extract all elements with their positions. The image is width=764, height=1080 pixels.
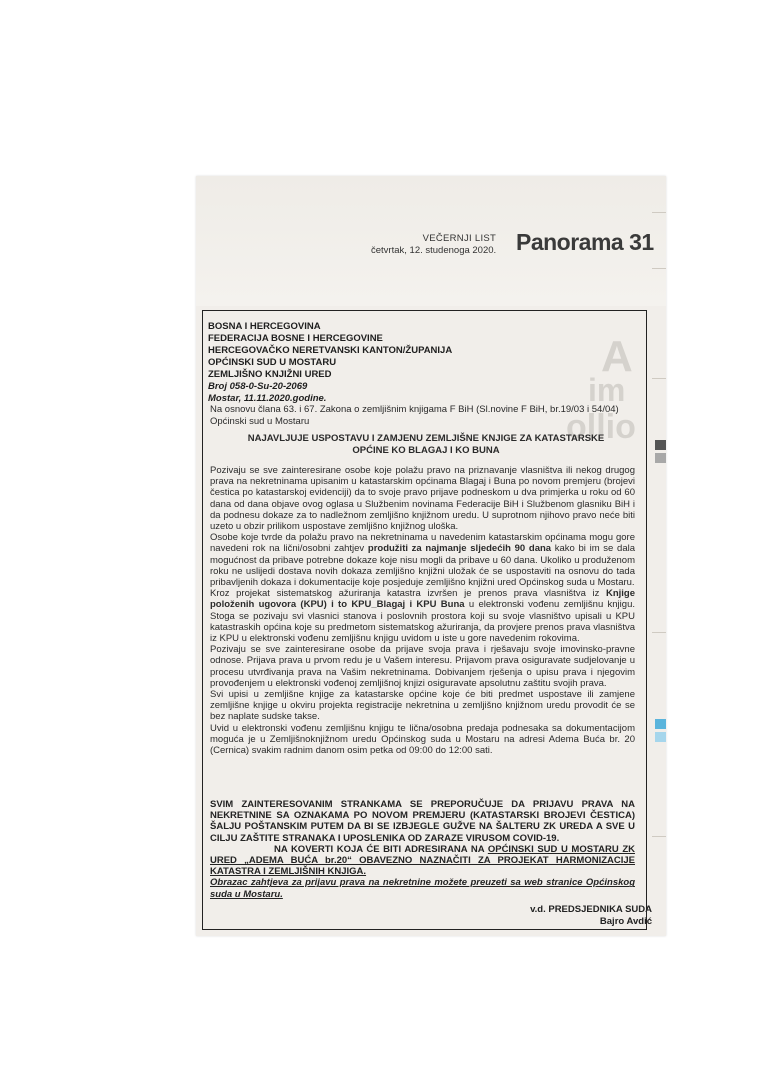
court-line: HERCEGOVAČKO NERETVANSKI KANTON/ŽUPANIJA (208, 345, 453, 356)
section-title (516, 229, 654, 256)
signature-name: Bajro Avdić (599, 916, 652, 927)
registration-mark-blue (655, 719, 666, 729)
torn-edge-mark (652, 836, 666, 837)
court-line: OPĆINSKI SUD U MOSTARU (208, 357, 337, 368)
section-name: Panorama (516, 229, 624, 255)
registration-mark-light-blue (655, 732, 666, 742)
paragraph (210, 588, 635, 644)
court-line: FEDERACIJA BOSNE I HERCEGOVINE (208, 333, 383, 344)
legal-basis: Na osnovu člana 63. i 67. Zakona o zemljišnim knjigama F BiH (Sl.novine F BiH, br.19/03 i 54/04) Općinski sud u Mostaru (210, 404, 619, 427)
signature-block (530, 904, 652, 928)
paragraph-text: u elektronski vođenu zemljišnu knjigu. Stoga se pozivaju svi vlasnici stanova i poslovnih prostora koji su svoje vlasništvo upisali u KPU katastraskih općina koje su predmetom sistematskog ažuriranja, da provjere prenos prava vlasništva iz KPU u elektronski vođenu zemljišnu knjigu uvidom u iste u gore navedenim rokovima. (210, 599, 635, 645)
issue-date: četvrtak, 12. studenoga 2020. (371, 245, 497, 256)
show-through-ghost-a: A (601, 332, 633, 381)
masthead (371, 233, 496, 257)
paragraph-emphasis: Knjige položenih ugovora (KPU) i to KPU_Blagaj i KPU Buna (210, 588, 635, 611)
paragraph-emphasis: produžiti za najmanje sljedećih 90 dana (367, 543, 552, 555)
torn-edge-mark (652, 268, 666, 269)
case-number: Broj 058-0-Su-20-2069 (208, 381, 308, 392)
registration-mark-grey (655, 453, 666, 463)
court-line: BOSNA I HERCEGOVINA (208, 321, 321, 332)
paragraph-text: Kroz projekat sistematskog ažuriranja katastra izvršen je prenos prava vlasništva iz (210, 588, 606, 600)
newspaper-name: VEČERNJI LIST (422, 233, 497, 244)
paragraph: Pozivaju se sve zainteresirane osobe koje polažu pravo na priznavanje vlasništva ili nekog drugog prava na nekretninama upisanim u katastarskim općinama Blagaj i Buna po novom premjeru (brojevi čestica po katastarskoj evidenciji) da to svoje pravo prijave podneskom u dva primjerka u roku od 60 dana od dana objave ovog oglasa u Službenim novinama Federacije BiH i Službenom glasniku BiH i da podnesu dokaze za to nadležnom zemljišno knjižnom uredu. U suprotnom njihovo pravo neće biti uzeto u obzir prilikom uspostave zemljišno knjižnog uloška. (210, 465, 635, 533)
place-date: Mostar, 11.11.2020.godine. (208, 393, 327, 404)
show-through-ghost-b: im (588, 372, 626, 408)
notice-envelope (210, 844, 635, 878)
notice-main: SVIM ZAINTERESOVANIM STRANKAMA SE PREPORUČUJE DA PRIJAVU PRAVA NA NEKRETNINE SA OZNAKAMA PO NOVOM PREMJERU (KATASTARSKI BROJEVI ČESTICA) ŠALJU POŠTANSKIM PUTEM DA BI SE IZBJEGLE GUŽVE NA ŠALTERU ZK UREDA A SVE U CILJU ZAŠTITE STRANAKA I UPOSLENIKA OD ZARAZE VIRUSOM COVID-19. (210, 799, 635, 844)
covid-notice (210, 799, 635, 900)
torn-edge-mark (652, 212, 666, 213)
notice-address: OPĆINSKI SUD U MOSTARU ZK URED „ADEMA BUĆA br.20“ OBAVEZNO NAZNAČITI ZA PROJEKAT HARMONIZACIJE KATASTRA I ZEMLJIŠNIH KNJIGA. (210, 843, 635, 878)
announcement-heading: NAJAVLJUJE USPOSTAVU I ZAMJENU ZEMLJIŠNE KNJIGE ZA KATASTARSKE OPĆINE KO BLAGAJ I KO BUNA (247, 433, 605, 456)
paragraph-text: Osobe koje tvrde da polažu pravo na nekretninama u navedenim katastarskim općinama mogu gore navedeni rok na lični/osobni zahtjev (210, 532, 635, 555)
paragraph-text: kako bi im se dala mogućnost da pribave potrebne dokaze koje nisu mogli da pribave u 60 dana. Ukoliko u produženom roku ne uslijedi dostava novih dokaza zemljišno knjižni uložak će se uspostaviti na osnovu do tada pribavljenih dokaza i dokumentacije koje posjeduje zemljišno knjižni ured Općinskog suda u Mostaru. (210, 543, 635, 589)
paragraph: Pozivaju se sve zainteresirane osobe da prijave svoja prava i rješavaju svoje imovinsko-pravne odnose. Prijava prava u prvom redu je u Vašem interesu. Prijavom prava osiguravate sudjelovanje u procesu utvrđivanja prava na Vašim nekretninama. Dobivanjem rješenja o upisu prava i njegovim provođenjem u elektronski vođenoj zemljišnoj knjizi osiguravate apsolutnu zaštitu svojih prava. (210, 644, 635, 689)
court-line: ZEMLJIŠNO KNJIŽNI URED (208, 369, 332, 380)
show-through-ghost-c: ollio (566, 408, 636, 446)
paragraph (210, 532, 635, 588)
registration-mark-dark (655, 440, 666, 450)
torn-edge-mark (652, 378, 666, 379)
signature-title: v.d. PREDSJEDNIKA SUDA (530, 904, 652, 915)
notice-form: Obrazac zahtjeva za prijavu prava na nekretnine možete preuzeti sa web stranice Općinskog suda u Mostaru. (210, 877, 635, 900)
page-number: 31 (629, 229, 654, 255)
court-header (208, 321, 508, 405)
notice-text: NA KOVERTI KOJA ĆE BITI ADRESIRANA NA (274, 843, 488, 855)
paragraph: Uvid u elektronski vođenu zemljišnu knjigu te lična/osobna predaja podnesaka sa dokumentacijom moguća je u Zemljišnoknjižnom uredu Općinskog suda u Mostaru na adresi Adema Buća br. 20 (Cernica) svakim radnim danom osim petka od 09:00 do 12:00 sati. (210, 722, 635, 757)
torn-edge-mark (652, 632, 666, 633)
newspaper-clipping (196, 176, 666, 936)
paragraph: Svi upisi u zemljišne knjige za katastarske općine koje će biti predmet uspostave ili zamjene zemljišne knjige u okviru projekta registracije nekretnina u zemljišno knjižnom uredu provodit će se bez naplate sudske takse. (210, 689, 635, 723)
announcement-body (210, 465, 635, 756)
